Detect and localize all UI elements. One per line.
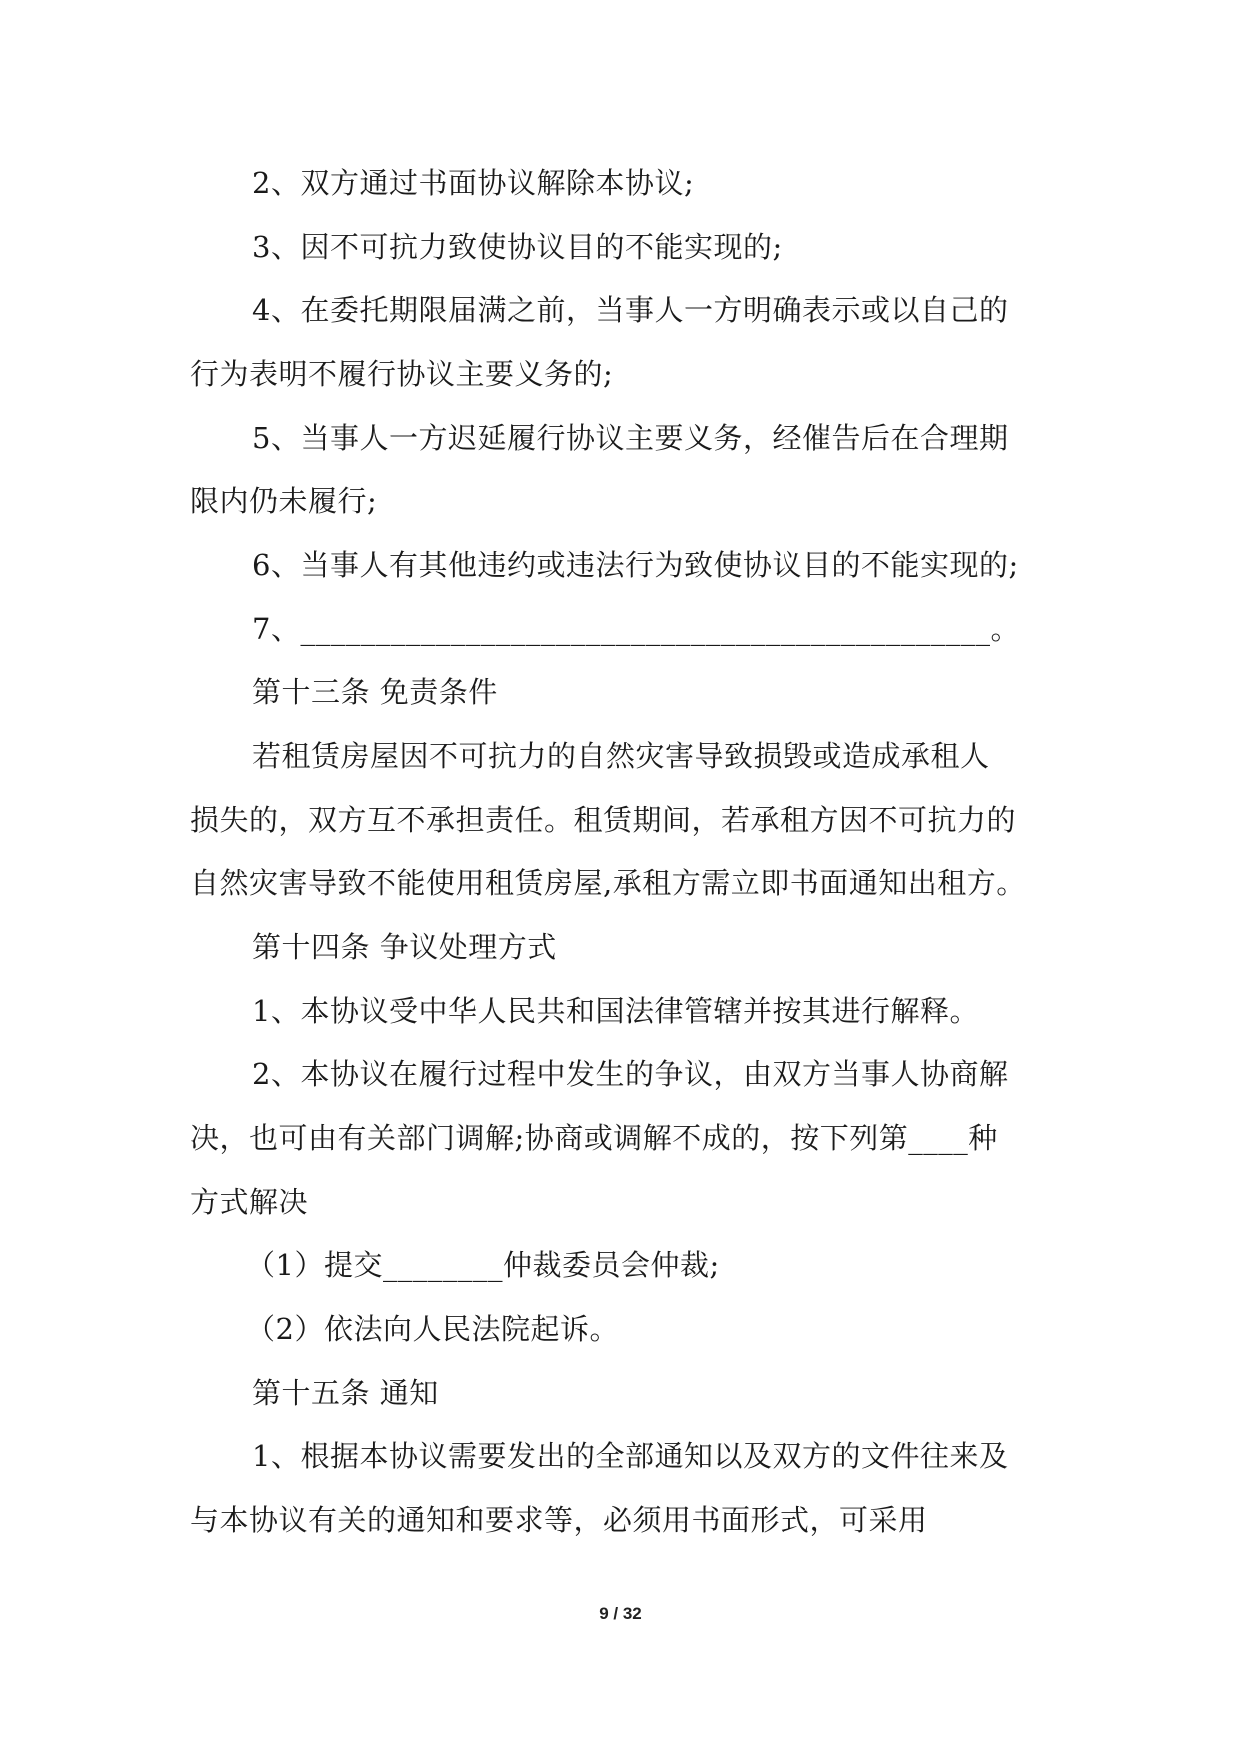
clause-line: 5、当事人一方迟延履行协议主要义务，经催告后在合理期 — [252, 421, 1009, 455]
clause-line: 2、双方通过书面协议解除本协议; — [252, 166, 695, 200]
option-line: （1）提交________仲裁委员会仲裁; — [246, 1248, 720, 1282]
clause-line: 7、______________________________________________。 — [252, 612, 1020, 646]
paragraph-line: 若租赁房屋因不可抗力的自然灾害导致损毁或造成承租人 — [252, 739, 990, 773]
clause-line: 6、当事人有其他违约或违法行为致使协议目的不能实现的; — [252, 548, 1019, 582]
option-line: （2）依法向人民法院起诉。 — [246, 1312, 619, 1346]
article-heading: 第十五条 通知 — [252, 1376, 439, 1410]
paragraph-line: 损失的，双方互不承担责任。租赁期间，若承租方因不可抗力的 — [190, 803, 1017, 837]
clause-line: 与本协议有关的通知和要求等，必须用书面形式，可采用 — [190, 1503, 928, 1537]
clause-line: 限内仍未履行; — [190, 484, 378, 518]
clause-line: 行为表明不履行协议主要义务的; — [190, 357, 614, 391]
clause-line: 1、根据本协议需要发出的全部通知以及双方的文件往来及 — [252, 1439, 1009, 1473]
paragraph-line: 自然灾害导致不能使用租赁房屋,承租方需立即书面通知出租方。 — [190, 866, 1026, 900]
clause-line: 3、因不可抗力致使协议目的不能实现的; — [252, 230, 783, 264]
clause-line: 方式解决 — [190, 1185, 309, 1219]
clause-line: 4、在委托期限届满之前，当事人一方明确表示或以自己的 — [252, 293, 1009, 327]
clause-line: 决，也可由有关部门调解;协商或调解不成的，按下列第____种 — [190, 1121, 998, 1155]
clause-line: 1、本协议受中华人民共和国法律管辖并按其进行解释。 — [252, 994, 979, 1028]
page-number: 9 / 32 — [599, 1604, 642, 1623]
article-heading: 第十四条 争议处理方式 — [252, 930, 557, 964]
article-heading: 第十三条 免责条件 — [252, 675, 498, 709]
clause-line: 2、本协议在履行过程中发生的争议，由双方当事人协商解 — [252, 1057, 1009, 1091]
